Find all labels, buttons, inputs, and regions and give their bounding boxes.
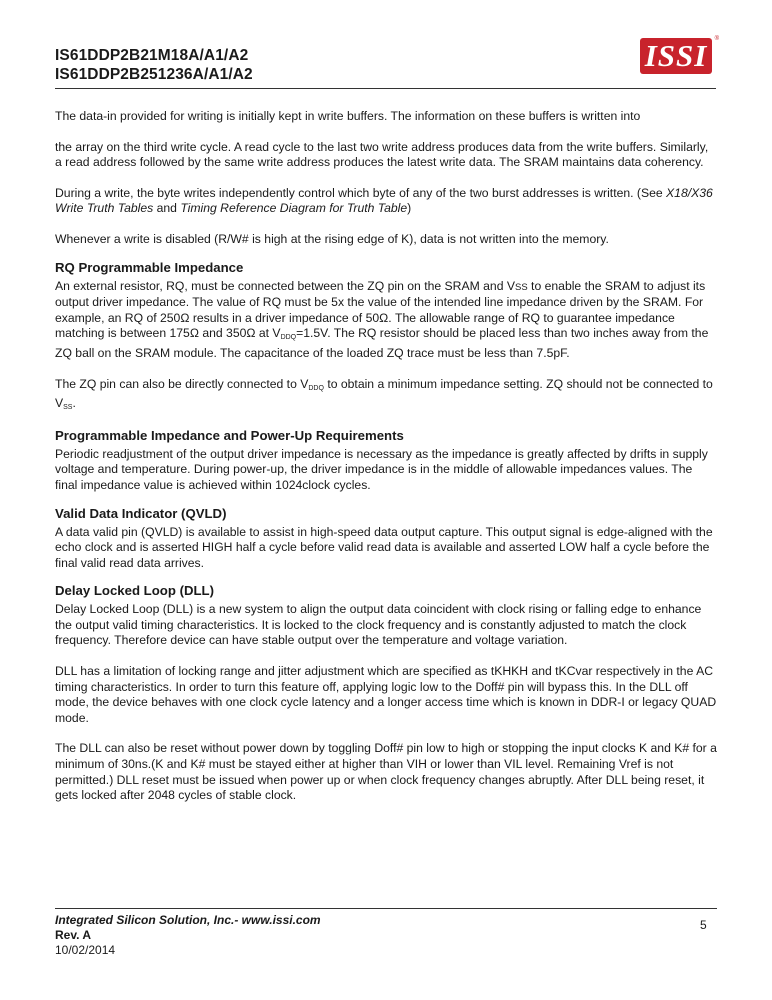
text-run: During a write, the byte writes independently control which byte of any of the two burst addresses is written. (See [55, 185, 667, 200]
heading-dll: Delay Locked Loop (DLL) [55, 583, 214, 599]
part-number-title-2: IS61DDP2B251236A/A1/A2 [55, 66, 253, 83]
text-run: ) [407, 201, 412, 216]
header-divider [55, 88, 716, 89]
footer-date: 10/02/2014 [55, 943, 116, 957]
paragraph-write-disabled: Whenever a write is disabled (R/W# is high at the rising edge of K), data is not written into the memory. [55, 231, 609, 246]
registered-mark: ® [714, 36, 719, 42]
text-run: to obtain a minimum impedance setting. ZQ should not be connected to V [55, 376, 713, 411]
footer-divider [55, 908, 717, 909]
subscript: DDQ [308, 384, 324, 392]
text-run: to enable the SRAM to adjust its output driver impedance. The value of RQ must be 5x the value of the intended line impedance driven by the SRAM. For example, an RQ of 250Ω results in a driver impedance of 50Ω. The allowable range of RQ to guarantee impedance matching is between 175Ω and 350Ω at V [55, 278, 706, 341]
text-run: . [72, 396, 76, 411]
text-run: An external resistor, RQ, must be connected between the ZQ pin on the SRAM and V [55, 278, 515, 293]
heading-qvld: Valid Data Indicator (QVLD) [55, 505, 227, 521]
reference-link-timing-diagram: Timing Reference Diagram for Truth Table [180, 201, 408, 216]
reference-link-write-truth-tables: X18/X36 Write Truth Tables [55, 185, 713, 216]
footer-company: Integrated Silicon Solution, Inc.- www.issi.com [55, 913, 321, 927]
paragraph-dll-intro: Delay Locked Loop (DLL) is a new system to align the output data coincident with clock rising or falling edge to enhance the output valid timing characteristics. It is locked to the clock frequency and is constantly adjusted to match the clock frequency. Therefore device can have stable output over the temperature and voltage variation. [55, 602, 702, 648]
paragraph-byte-writes [55, 186, 717, 217]
issi-logo [640, 36, 719, 74]
paragraph-write-buffers: The data-in provided for writing is initially kept in write buffers. The information on these buffers is written into [55, 109, 641, 123]
text-run: =1.5V. The RQ resistor should be placed less than two inches away from the ZQ ball on the SRAM module. The capacitance of the loaded ZQ trace must be less than 7.5pF. [55, 326, 709, 360]
paragraph-zq-pin [55, 377, 717, 416]
paragraph-dll-reset: The DLL can also be reset without power down by toggling Doff# pin low to high or stopping the input clocks K and K# for a minimum of 30ns.(K and K# must be stayed either at higher than VIH or lower than VIL level. Remaining Vref is not permitted.) DLL reset must be issued when power up or when clock frequency changes abruptly. After DLL being reset, it gets locked after 2048 cycles of stable clock. [55, 741, 717, 803]
logo-text: ISSI [644, 38, 708, 73]
part-number-title-1: IS61DDP2B21M18A/A1/A2 [55, 47, 249, 64]
heading-power-up: Programmable Impedance and Power-Up Requirements [55, 427, 404, 443]
page-content [55, 109, 717, 819]
document-header [55, 46, 253, 84]
footer-revision: Rev. A [55, 928, 92, 942]
page-number: 5 [700, 918, 707, 932]
text-run: and [153, 201, 181, 216]
text-run: The ZQ pin can also be directly connected to V [55, 376, 309, 391]
subscript: SS [63, 404, 73, 412]
paragraph-third-write-cycle: the array on the third write cycle. A read cycle to the last two write address produces data from the write buffers. Similarly, a read address followed by the same write address produces the latest write data. The SRAM maintains data coherency. [55, 139, 709, 170]
paragraph-periodic-readjustment: Periodic readjustment of the output driver impedance is necessary as the impedance is greatly affected by drifts in supply voltage and temperature. During power-up, the driver impedance is in the middle of allowable impedances values. The final impedance value is achieved within 1024clock cycles. [55, 446, 708, 492]
paragraph-rq-resistor [55, 279, 717, 362]
paragraph-dll-limitation: DLL has a limitation of locking range and jitter adjustment which are specified as tKHKH and tKCvar respectively in the AC timing characteristics. In order to turn this feature off, applying logic low to the Doff# pin will bypass this. In the DLL off mode, the device behaves with one clock cycle latency and a longer access time which is known in DDR-I or legacy QUAD mode. [55, 664, 717, 725]
paragraph-qvld: A data valid pin (QVLD) is available to assist in high-speed data output capture. This output signal is edge-aligned with the echo clock and is asserted HIGH half a cycle before valid read data is available and asserted LOW half a cycle before the final valid read data arrives. [55, 524, 713, 570]
subscript: DDQ [280, 334, 297, 342]
vss-label: SS [514, 281, 528, 293]
heading-rq-impedance: RQ Programmable Impedance [55, 259, 244, 275]
document-footer [55, 913, 321, 958]
